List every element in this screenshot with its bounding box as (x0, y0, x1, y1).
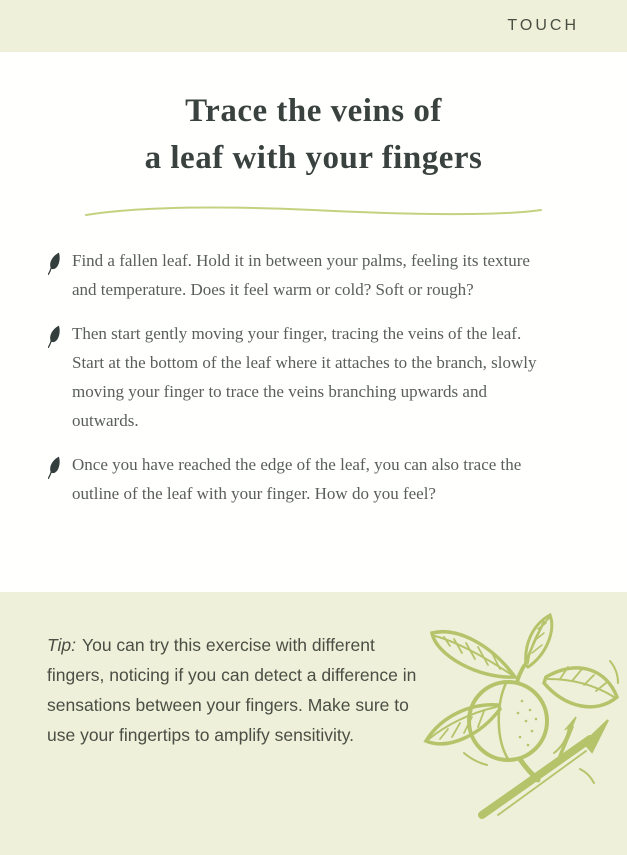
instruction-list (48, 246, 550, 508)
page-title-line2: a leaf with your fingers (144, 140, 483, 176)
tip-section (0, 592, 627, 855)
list-item (48, 450, 550, 508)
category-band (0, 0, 627, 52)
page-title-line1: Trace the veins of (185, 93, 442, 129)
category-label: TOUCH (507, 17, 579, 34)
tip-label: Tip: (47, 635, 77, 655)
leaf-bullet-icon (48, 455, 62, 480)
tip-body: You can try this exercise with different fingers, noticing if you can detect a difference in sensations between your fingers. Make sure to use your fingertips to amplify sensitivity. (47, 635, 417, 745)
step-text: Then start gently moving your finger, tracing the veins of the leaf. Start at the bottom of the leaf where it attaches to the branch, slowly moving your finger to trace the veins branching upwards and outwards. (72, 324, 537, 431)
step-text: Once you have reached the edge of the leaf, you can also trace the outline of the leaf with your finger. How do you feel? (72, 455, 522, 504)
step-text: Find a fallen leaf. Hold it in between your palms, feeling its texture and temperature. Does it feel warm or cold? Soft or rough? (72, 251, 530, 300)
list-item (48, 246, 550, 304)
leaf-bullet-icon (48, 251, 62, 276)
page-title (0, 88, 627, 182)
squiggle-divider (83, 204, 545, 220)
tip-text (47, 630, 425, 750)
leaf-bullet-icon (48, 324, 62, 349)
list-item (48, 319, 550, 435)
fruit-branch-illustration (420, 609, 625, 821)
